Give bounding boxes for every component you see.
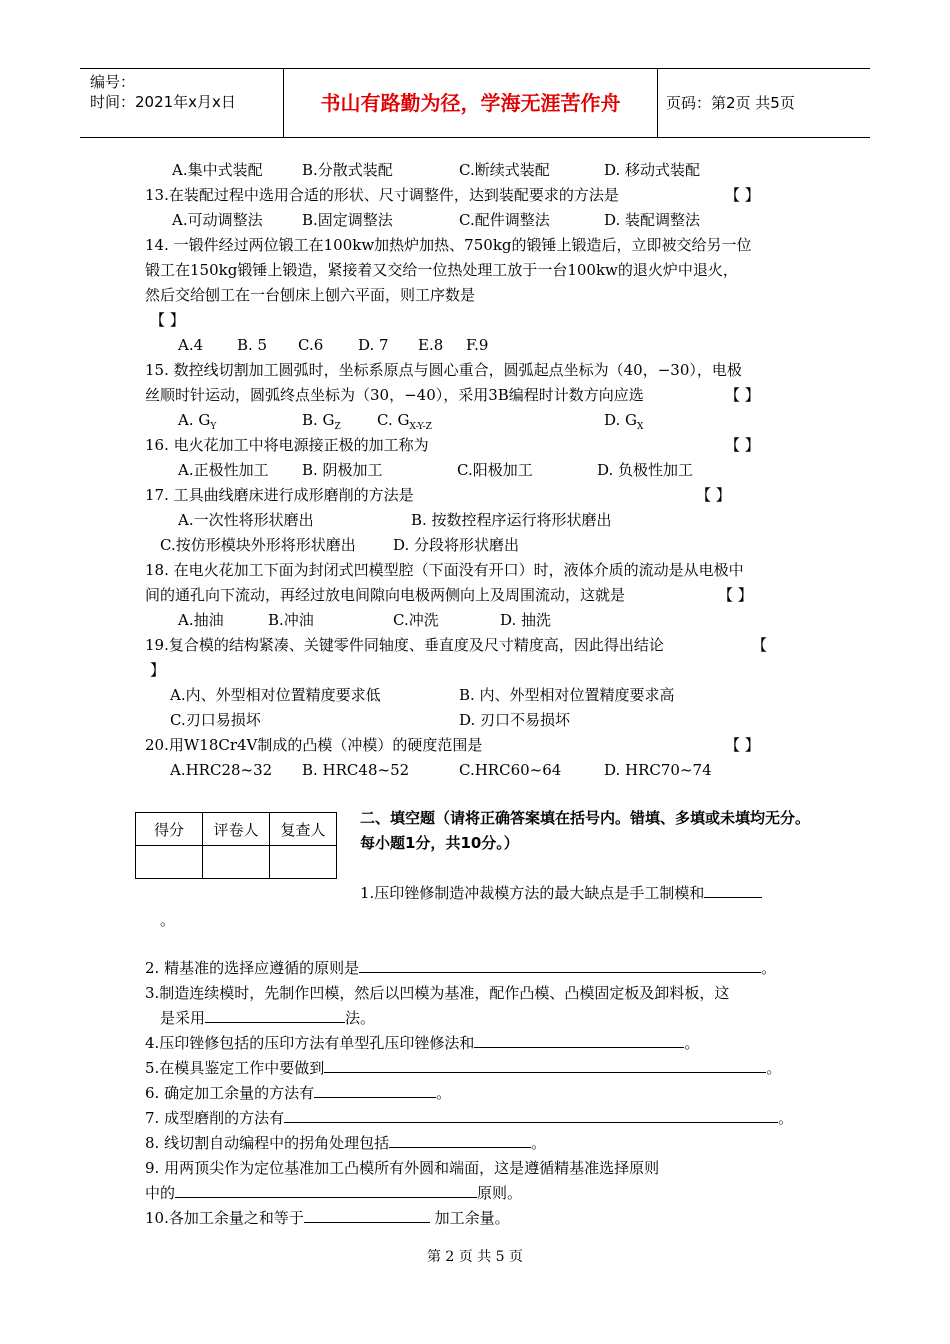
q14-option-c: C.6	[298, 336, 324, 354]
q20-option-c: C.HRC60~64	[459, 761, 562, 779]
q12-option-c: C.断续式装配	[459, 161, 550, 179]
q14-option-b: B. 5	[237, 336, 268, 354]
time-label: 时间：2021年x月x日	[90, 93, 236, 111]
q18-option-b: B.冲油	[268, 611, 314, 629]
grade-score-header: 得分	[136, 813, 203, 846]
grade-grader-header: 评卷人	[203, 813, 270, 846]
q17-option-d: D. 分段将形状磨出	[393, 536, 520, 554]
q16-option-a: A.正极性加工	[178, 461, 269, 479]
fill-7: 7. 成型磨削的方法有 。	[145, 1109, 794, 1127]
q13-bracket: 【 】	[725, 186, 760, 204]
q16-option-b: B. 阴极加工	[302, 461, 383, 479]
fill-9-blank[interactable]	[175, 1183, 477, 1198]
q15-option-b: B. $G_Z$	[302, 411, 341, 432]
fill-5: 5.在模具鉴定工作中要做到 。	[145, 1059, 782, 1077]
q17-option-a: A.一次性将形状磨出	[178, 511, 314, 529]
q14-line3: 然后交给刨工在一台刨床上刨六平面，则工序数是	[145, 286, 476, 304]
q15-option-a: A. $G_Y$	[178, 411, 217, 432]
grade-reviewer-cell[interactable]	[270, 846, 337, 879]
q14-option-f: F.9	[466, 336, 489, 354]
q13-option-c: C.配件调整法	[459, 211, 550, 229]
q16-bracket: 【 】	[725, 436, 760, 454]
q14-option-d: D. 7	[358, 336, 389, 354]
q19-stem: 19.复合模的结构紧凑、关键零件同轴度、垂直度及尺寸精度高，因此得出结论	[145, 636, 664, 654]
fill-4-blank[interactable]	[474, 1033, 684, 1048]
fill-1-end: 。	[160, 911, 176, 929]
q12-option-d: D. 移动式装配	[604, 161, 701, 179]
fill-8-blank[interactable]	[389, 1133, 531, 1148]
q12-option-a: A.集中式装配	[172, 161, 263, 179]
section2-title: 二、填空题（请将正确答案填在括号内。错填、多填或未填均无分。每小题1分，共10分。）	[360, 809, 811, 852]
q17-option-c: C.按仿形模块外形将形状磨出	[160, 536, 356, 554]
fill-10: 10.各加工余量之和等于 加工余量。	[145, 1209, 510, 1227]
grade-grader-cell[interactable]	[203, 846, 270, 879]
grade-score-cell[interactable]	[136, 846, 203, 879]
q13-option-b: B.固定调整法	[302, 211, 393, 229]
q17-option-b: B. 按数控程序运行将形状磨出	[411, 511, 612, 529]
fill-10-blank[interactable]	[304, 1208, 430, 1223]
fill-3-blank[interactable]	[205, 1008, 345, 1023]
fill-3-line2: 是采用 法。	[160, 1009, 376, 1027]
q15-option-d: D. $G_X$	[604, 411, 644, 432]
q14-option-e: E.8	[418, 336, 444, 354]
fill-5-blank[interactable]	[324, 1058, 766, 1073]
fill-2: 2. 精基准的选择应遵循的原则是 。	[145, 959, 777, 977]
fill-8: 8. 线切割自动编程中的拐角处理包括 。	[145, 1134, 547, 1152]
header-motto: 书山有路勤为径，学海无涯苦作舟	[284, 69, 658, 137]
q19-option-a: A.内、外型相对位置精度要求低	[170, 686, 381, 704]
q18-option-a: A.抽油	[178, 611, 224, 629]
q15-bracket: 【 】	[725, 386, 760, 404]
fill-2-blank[interactable]	[359, 958, 761, 973]
q16-option-c: C.阳极加工	[457, 461, 533, 479]
q15-line1: 15. 数控线切割加工圆弧时，坐标系原点与圆心重合，圆弧起点坐标为（40，−30），电极	[145, 361, 742, 379]
q12-option-b: B.分散式装配	[302, 161, 393, 179]
q19-bracket-close: 】	[150, 661, 166, 679]
grade-table	[135, 812, 337, 879]
q18-bracket: 【 】	[718, 586, 753, 604]
q17-stem: 17. 工具曲线磨床进行成形磨削的方法是	[145, 486, 414, 504]
q18-line2: 间的通孔向下流动，再经过放电间隙向电极两侧向上及周围流动，这就是	[145, 586, 626, 604]
q14-line2: 锻工在150kg锻锤上锻造，紧接着又交给一位热处理工放于一台100kw的退火炉中退火，	[145, 261, 738, 279]
q20-stem: 20.用W18Cr4V制成的凸模（冲模）的硬度范围是	[145, 736, 483, 754]
fill-7-blank[interactable]	[284, 1108, 778, 1123]
q18-line1: 18. 在电火花加工下面为封闭式凹模型腔（下面没有开口）时，液体介质的流动是从电极中	[145, 561, 744, 579]
q18-option-d: D. 抽洗	[500, 611, 552, 629]
fill-1-blank[interactable]	[704, 883, 762, 898]
q14-bracket: 【 】	[150, 311, 185, 329]
fill-6: 6. 确定加工余量的方法有 。	[145, 1084, 452, 1102]
q16-option-d: D. 负极性加工	[597, 461, 694, 479]
q20-option-d: D. HRC70~74	[604, 761, 712, 779]
q20-bracket: 【 】	[725, 736, 760, 754]
page-footer: 第 2 页 共 5 页	[426, 1249, 524, 1265]
q19-option-d: D. 刃口不易损坏	[459, 711, 571, 729]
q14-line1: 14. 一锻件经过两位锻工在100kw加热炉加热、750kg的锻锤上锻造后，立即被交给另一位	[145, 236, 752, 254]
q19-option-c: C.刃口易损坏	[170, 711, 261, 729]
q20-option-b: B. HRC48~52	[302, 761, 410, 779]
fill-3-line1: 3.制造连续模时，先制作凹模，然后以凹模为基准，配作凸模、凸模固定板及卸料板，这	[145, 984, 730, 1002]
q19-option-b: B. 内、外型相对位置精度要求高	[459, 686, 675, 704]
header-meta	[80, 69, 284, 137]
fill-1: 1.压印锉修制造冲裁模方法的最大缺点是手工制模和	[360, 883, 762, 903]
fill-6-blank[interactable]	[314, 1083, 436, 1098]
q15-option-c: C. $G_{X-Y-Z}$	[377, 411, 432, 432]
q16-stem: 16. 电火花加工中将电源接正极的加工称为	[145, 436, 429, 454]
fill-4: 4.压印锉修包括的压印方法有单型孔压印锉修法和 。	[145, 1034, 700, 1052]
page-header	[80, 68, 870, 138]
q13-option-a: A.可动调整法	[172, 211, 263, 229]
grade-reviewer-header: 复查人	[270, 813, 337, 846]
fill-9-line2: 中的 原则。	[145, 1184, 523, 1202]
q18-option-c: C.冲洗	[393, 611, 439, 629]
q14-option-a: A.4	[178, 336, 204, 354]
q20-option-a: A.HRC28~32	[170, 761, 273, 779]
q13-stem: 13.在装配过程中选用合适的形状、尺寸调整件，达到装配要求的方法是	[145, 186, 619, 204]
q19-bracket-open: 【	[752, 636, 768, 654]
number-label: 编号：	[90, 73, 136, 91]
q13-option-d: D. 装配调整法	[604, 211, 701, 229]
q17-bracket: 【 】	[696, 486, 731, 504]
q15-line2: 丝顺时针运动，圆弧终点坐标为（30，−40），采用3B编程时计数方向应选	[145, 386, 644, 404]
header-page-info: 页码：第2页 共5页	[666, 94, 795, 112]
fill-9-line1: 9. 用两顶尖作为定位基准加工凸模所有外圆和端面，这是遵循精基准选择原则	[145, 1159, 660, 1177]
